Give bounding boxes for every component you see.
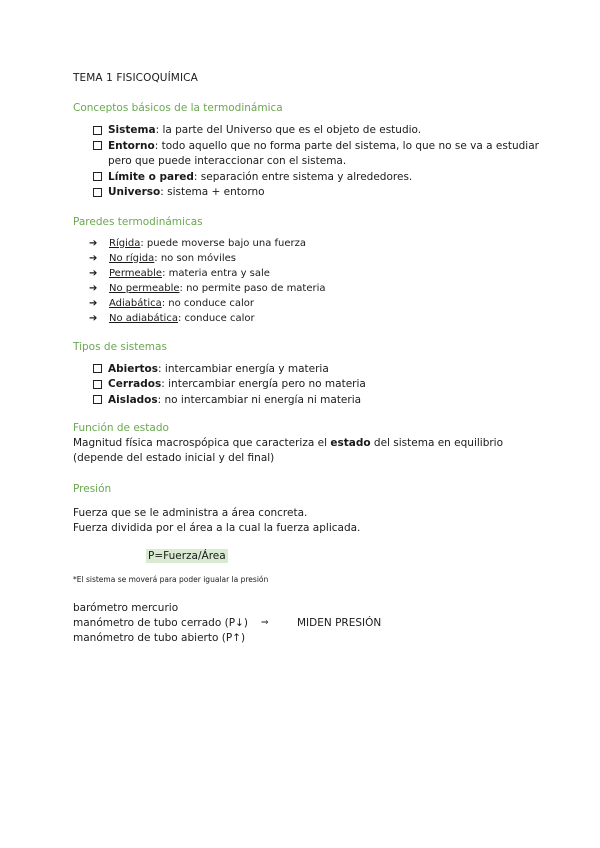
formula-highlight: P=Fuerza/Área	[148, 550, 226, 562]
footnote: *El sistema se moverá para poder igualar la presión	[73, 575, 269, 584]
checkbox-icon[interactable]	[93, 188, 102, 197]
heading-presion: Presión	[73, 483, 112, 495]
list-item: ➔ No permeable: no permite paso de materia	[89, 282, 326, 294]
funcion-text: Magnitud física macrospópica que caracteriza el estado del sistema en equilibrio	[73, 437, 504, 449]
checkbox-icon[interactable]	[93, 380, 102, 389]
list-item: Aislados: no intercambiar ni energía ni materia	[93, 393, 543, 409]
heading-paredes: Paredes termodinámicas	[73, 215, 203, 228]
implies-icon: ⇒	[261, 618, 269, 628]
instrument-row: manómetro de tubo abierto (P↑)	[73, 632, 246, 644]
page-title: TEMA 1 FISICOQUÍMICA	[73, 72, 198, 84]
list-item: ➔ Permeable: materia entra y sale	[89, 267, 270, 279]
list-item: Entorno: todo aquello que no forma parte del sistema, lo que no se va a estudiar pero que puede interaccionar con el sistema.	[93, 139, 543, 170]
list-item: ➔ No adiabática: conduce calor	[89, 312, 255, 324]
heading-tipos: Tipos de sistemas	[73, 340, 167, 353]
arrow-right-icon: ➔	[89, 267, 98, 279]
checkbox-icon[interactable]	[93, 364, 102, 373]
document-page	[73, 72, 543, 646]
funcion-text-line2: (depende del estado inicial y del final)	[73, 452, 275, 464]
list-item: Cerrados: intercambiar energía pero no materia	[93, 377, 543, 393]
conceptos-list	[93, 123, 543, 201]
arrow-right-icon: ➔	[89, 312, 98, 324]
tipos-list	[93, 362, 543, 409]
checkbox-icon[interactable]	[93, 172, 102, 181]
checkbox-icon[interactable]	[93, 395, 102, 404]
formula-row	[73, 544, 543, 563]
conclusion-text: MIDEN PRESIÓN	[297, 617, 382, 629]
instrument-row: manómetro de tubo cerrado (P↓) ⇒ MIDEN PRESIÓN	[73, 617, 382, 629]
checkbox-icon[interactable]	[93, 141, 102, 150]
heading-funcion: Función de estado	[73, 422, 169, 434]
presion-line1: Fuerza que se le administra a área concreta.	[73, 507, 308, 519]
list-item: ➔ Adiabática: no conduce calor	[89, 297, 255, 309]
list-item: ➔ No rígida: no son móviles	[89, 252, 237, 264]
presion-line2: Fuerza dividida por el área a la cual la fuerza aplicada.	[73, 522, 361, 534]
list-item: Universo: sistema + entorno	[93, 185, 543, 201]
list-item: ➔ Rígida: puede moverse bajo una fuerza	[89, 237, 307, 249]
arrow-right-icon: ➔	[89, 297, 98, 309]
arrow-right-icon: ➔	[89, 252, 98, 264]
list-item: Límite o pared: separación entre sistema y alrededores.	[93, 170, 543, 186]
list-item: Abiertos: intercambiar energía y materia	[93, 362, 543, 378]
instrument-row: barómetro mercurio	[73, 602, 179, 614]
paredes-list	[89, 236, 543, 326]
checkbox-icon[interactable]	[93, 126, 102, 135]
instruments-block	[73, 601, 543, 646]
arrow-right-icon: ➔	[89, 237, 98, 249]
list-item: Sistema: la parte del Universo que es el objeto de estudio.	[93, 123, 543, 139]
heading-conceptos: Conceptos básicos de la termodinámica	[73, 102, 283, 114]
arrow-right-icon: ➔	[89, 282, 98, 294]
